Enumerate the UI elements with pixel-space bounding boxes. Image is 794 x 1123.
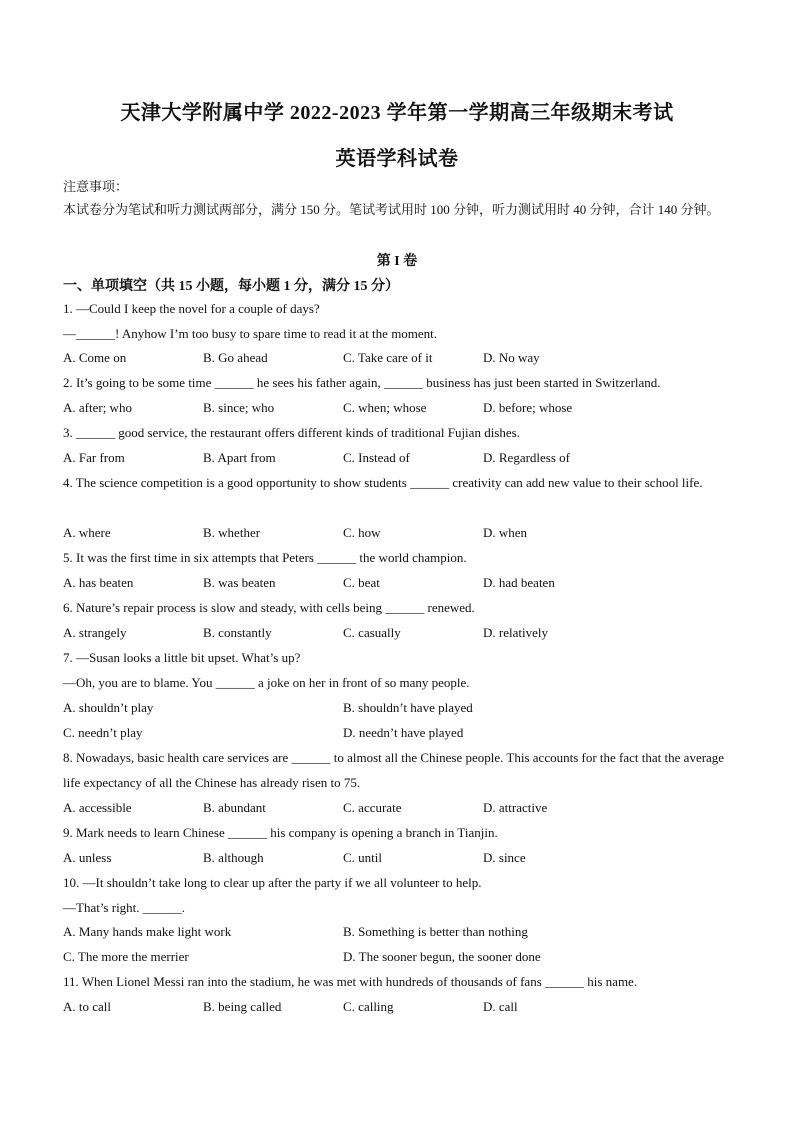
question-3: 3. ______ good service, the restaurant offers different kinds of traditional Fujian dishes. xyxy=(63,425,520,440)
q8-option-d: D. attractive xyxy=(483,800,548,815)
question-5: 5. It was the first time in six attempts that Peters ______ the world champion. xyxy=(63,550,467,565)
notes-label: 注意事项： xyxy=(63,179,129,194)
section-heading: 一、单项填空（共 15 小题，每小题 1 分，满分 15 分） xyxy=(63,279,399,294)
notes-text: 本试卷分为笔试和听力测试两部分，满分 150 分。笔试考试用时 100 分钟，听力测试用时 40 分钟，合计 140 分钟。 xyxy=(63,202,720,217)
q9-option-d: D. since xyxy=(483,850,526,865)
q10-option-d: D. The sooner begun, the sooner done xyxy=(343,949,541,964)
q6-option-a: A. strangely xyxy=(63,625,127,640)
q1-option-d: D. No way xyxy=(483,350,540,365)
q5-option-d: D. had beaten xyxy=(483,575,555,590)
q2-option-c: C. when; whose xyxy=(343,400,427,415)
q1-option-b: B. Go ahead xyxy=(203,350,268,365)
q3-option-a: A. Far from xyxy=(63,450,125,465)
question-1-line-1: 1. —Could I keep the novel for a couple of days? xyxy=(63,301,320,316)
q9-option-a: A. unless xyxy=(63,850,112,865)
q4-option-a: A. where xyxy=(63,525,111,540)
q2-option-a: A. after; who xyxy=(63,400,132,415)
q11-option-c: C. calling xyxy=(343,999,394,1014)
q2-option-b: B. since; who xyxy=(203,400,275,415)
q5-option-a: A. has beaten xyxy=(63,575,134,590)
q2-option-d: D. before; whose xyxy=(483,400,573,415)
q9-option-b: B. although xyxy=(203,850,264,865)
q8-option-a: A. accessible xyxy=(63,800,132,815)
question-7-line-2: —Oh, you are to blame. You ______ a joke on her in front of so many people. xyxy=(63,675,470,690)
q8-option-c: C. accurate xyxy=(343,800,402,815)
q9-option-c: C. until xyxy=(343,850,383,865)
question-2: 2. It’s going to be some time ______ he sees his father again, ______ business has just been started in Switzerland. xyxy=(63,375,661,390)
question-6: 6. Nature’s repair process is slow and steady, with cells being ______ renewed. xyxy=(63,600,475,615)
exam-title: 天津大学附属中学 2022-2023 学年第一学期高三年级期末考试 xyxy=(120,102,674,124)
q7-option-c: C. needn’t play xyxy=(63,725,143,740)
q5-option-c: C. beat xyxy=(343,575,380,590)
question-9: 9. Mark needs to learn Chinese ______ his company is opening a branch in Tianjin. xyxy=(63,825,498,840)
question-10-line-2: —That’s right. ______. xyxy=(63,900,186,915)
q4-option-c: C. how xyxy=(343,525,381,540)
q10-option-b: B. Something is better than nothing xyxy=(343,924,528,939)
q5-option-b: B. was beaten xyxy=(203,575,276,590)
q4-option-d: D. when xyxy=(483,525,528,540)
q6-option-b: B. constantly xyxy=(203,625,272,640)
question-7-line-1: 7. —Susan looks a little bit upset. What’s up? xyxy=(63,650,301,665)
q11-option-a: A. to call xyxy=(63,999,112,1014)
q7-option-d: D. needn’t have played xyxy=(343,725,464,740)
q10-option-a: A. Many hands make light work xyxy=(63,924,232,939)
exam-subtitle: 英语学科试卷 xyxy=(335,148,459,170)
q8-option-b: B. abundant xyxy=(203,800,266,815)
question-10-line-1: 10. —It shouldn’t take long to clear up after the party if we all volunteer to help. xyxy=(63,875,482,890)
q1-option-c: C. Take care of it xyxy=(343,350,433,365)
question-8: 8. Nowadays, basic health care services are ______ to almost all the Chinese people. This accounts for the fact that the average life expectancy of all the Chinese has already risen to 75. xyxy=(63,750,725,790)
q7-option-a: A. shouldn’t play xyxy=(63,700,154,715)
q6-option-d: D. relatively xyxy=(483,625,548,640)
q4-option-b: B. whether xyxy=(203,525,261,540)
q3-option-c: C. Instead of xyxy=(343,450,410,465)
q6-option-c: C. casually xyxy=(343,625,401,640)
q1-option-a: A. Come on xyxy=(63,350,127,365)
question-1-line-2: —______! Anyhow I’m too busy to spare time to read it at the moment. xyxy=(63,326,438,341)
q3-option-b: B. Apart from xyxy=(203,450,276,465)
q10-option-c: C. The more the merrier xyxy=(63,949,189,964)
volume-heading: 第 I 卷 xyxy=(376,254,418,269)
q7-option-b: B. shouldn’t have played xyxy=(343,700,473,715)
q11-option-b: B. being called xyxy=(203,999,282,1014)
question-4: 4. The science competition is a good opportunity to show students ______ creativity can add new value to their school life. xyxy=(63,475,703,490)
question-11: 11. When Lionel Messi ran into the stadium, he was met with hundreds of thousands of fans ______ his name. xyxy=(63,974,638,989)
q3-option-d: D. Regardless of xyxy=(483,450,571,465)
q11-option-d: D. call xyxy=(483,999,518,1014)
